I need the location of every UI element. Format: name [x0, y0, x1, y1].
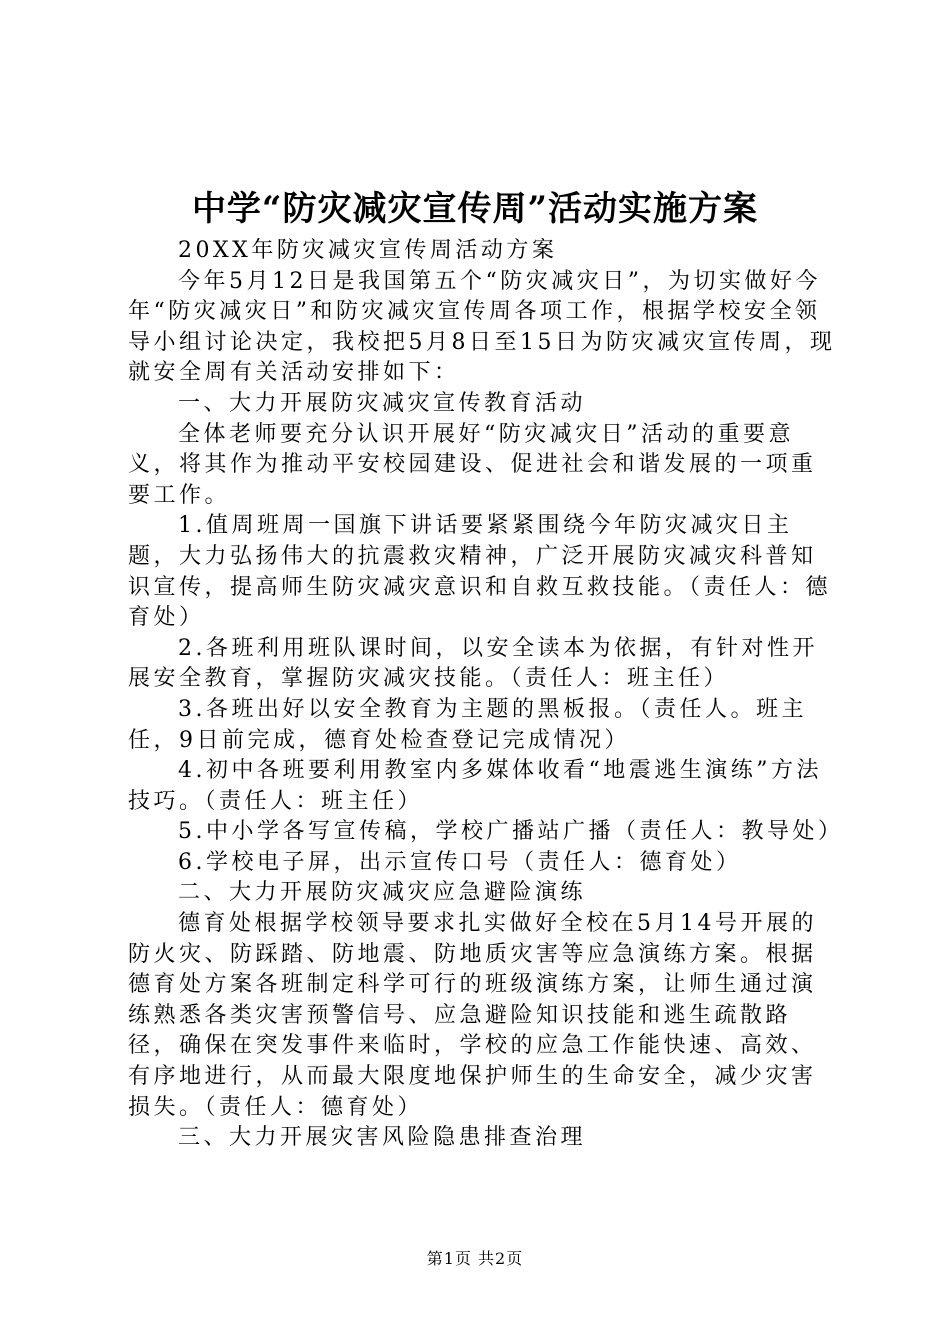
paragraph-intro: 今年5月12日是我国第五个“防灾减灾日”，为切实做好今年“防灾减灾日”和防灾减灾宣传周各项工作，根据学校安全领导小组讨论决定，我校把5月8日至15日为防灾减灾宣传周，现就安全周有关活动安排如下： [128, 268, 836, 386]
list-item-1: 1.值周班周一国旗下讲话要紧紧围绕今年防灾减灾日主题，大力弘扬伟大的抗震救灾精神，广泛开展防灾减灾科普知识宣传，提高师生防灾减灾意识和自救互救技能。（责任人：德育处） [128, 513, 832, 631]
list-item-2: 2.各班利用班队课时间，以安全读本为依据，有针对性开展安全教育，掌握防灾减灾技能。（责任人：班主任） [128, 635, 818, 692]
paragraph-section-2-body: 德育处根据学校领导要求扎实做好全校在5月14号开展的防火灾、防踩踏、防地震、防地质灾害等应急演练方案。根据德育处方案各班制定科学可行的班级演练方案，让师生通过演练熟悉各类灾害预警信号、应急避险知识技能和逃生疏散路径，确保在突发事件来临时，学校的应急工作能快速、高效、有序地进行，从而最大限度地保护师生的生命安全，减少灾害损失。（责任人：德育处） [128, 911, 817, 1120]
section-heading-1: 一、大力开展防灾减灾宣传教育活动 [178, 390, 587, 416]
paragraph-section-1-intro: 全体老师要充分认识开展好“防灾减灾日”活动的重要意义，将其作为推动平安校园建设、促进社会和谐发展的一项重要工作。 [128, 421, 817, 508]
section-heading-2: 二、大力开展防灾减灾应急避险演练 [178, 880, 587, 906]
section-heading-3: 三、大力开展灾害风险隐患排查治理 [178, 1125, 587, 1151]
list-item-4: 4.初中各班要利用教室内多媒体收看“地震逃生演练”方法技巧。（责任人：班主任） [128, 758, 822, 814]
list-item-6: 6.学校电子屏，出示宣传口号（责任人：德育处） [178, 849, 742, 875]
paragraph-plan-name: 20XX年防灾减灾宣传周活动方案 [178, 238, 558, 263]
document-title: 中学“防灾减灾宣传周”活动实施方案 [191, 189, 759, 229]
list-item-5: 5.中小学各写宣传稿，学校广播站广播（责任人：教导处） [178, 819, 844, 845]
page-footer: 第1页 共2页 [426, 1249, 524, 1268]
document-body [128, 236, 844, 1154]
list-item-3: 3.各班出好以安全教育为主题的黑板报。（责任人。班主任，9日前完成，德育处检查登记完成情况） [128, 696, 807, 753]
